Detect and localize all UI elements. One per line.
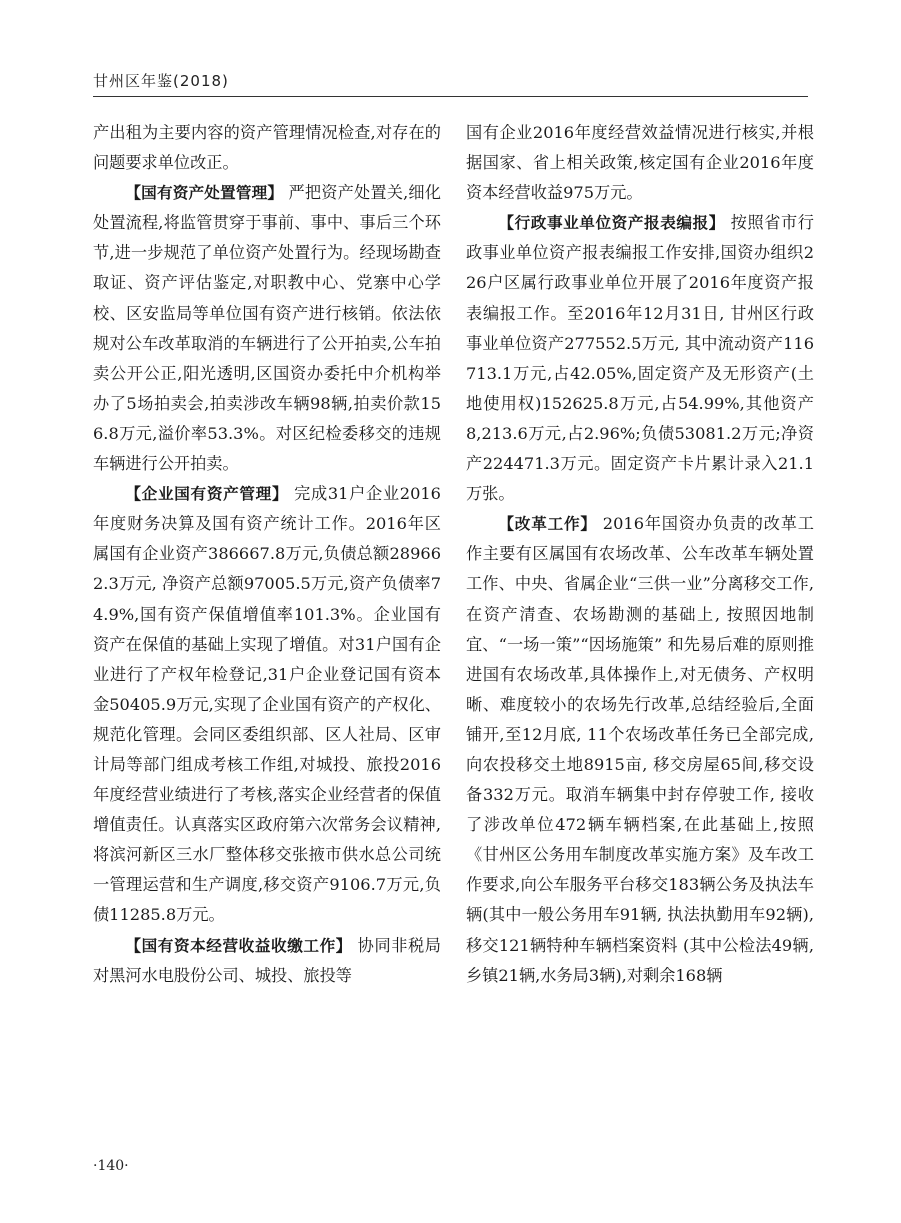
left-column: [93, 118, 441, 991]
right-column: [466, 118, 814, 991]
section-asset-report-compilation: [466, 208, 814, 509]
section-body: 严把资产处置关,细化处置流程,将监管贯穿于事前、事中、事后三个环节,进一步规范了单位资产处置行为。经现场勘查取证、资产评估鉴定,对职教中心、党寨中心学校、区安监局等单位国有资产进行核销。依法依规对公车改革取消的车辆进行了公开拍卖,公车拍卖公开公正,阳光透明,区国资办委托中介机构举办了5场拍卖会,拍卖涉改车辆98辆,拍卖价款156.8万元,溢价率53.3%。对区纪检委移交的违规车辆进行公开拍卖。: [93, 183, 441, 474]
left-continuation-paragraph: 产出租为主要内容的资产管理情况检查,对存在的问题要求单位改正。: [93, 123, 441, 173]
running-header: 甘州区年鉴(2018): [93, 72, 229, 90]
page-number: ·140·: [93, 1158, 129, 1174]
header-rule: [93, 96, 808, 97]
section-heading: 【企业国有资产管理】: [125, 485, 289, 504]
section-heading: 【改革工作】: [498, 515, 597, 534]
right-continuation-paragraph: 国有企业2016年度经营效益情况进行核实,并根据国家、省上相关政策,核定国有企业2016年度资本经营收益975万元。: [466, 123, 814, 203]
section-heading: 【国有资产处置管理】: [125, 184, 284, 203]
section-heading: 【国有资本经营收益收缴工作】: [125, 936, 352, 955]
section-state-asset-disposal: [93, 178, 441, 479]
section-body: 协同非税局对黑河水电股份公司、城投、旅投等: [93, 935, 441, 985]
section-body: 完成31户企业2016年度财务决算及国有资产统计工作。2016年区属国有企业资产386667.8万元,负债总额289662.3万元, 净资产总额97005.5万元,资产负债率74.9%,国有资产保值增值率101.3%。企业国有资产在保值的基础上实现了增值。对31户国有企业进行了产权年检登记,31户企业登记国有资本金50405.9万元,实现了企业国有资产的产权化、规范化管理。会同区委组织部、区人社局、区审计局等部门组成考核工作组,对城投、旅投2016年度经营业绩进行了考核,落实企业经营者的保值增值责任。认真落实区政府第六次常务会议精神,将滨河新区三水厂整体移交张掖市供水总公司统一管理运营和生产调度,移交资产9106.7万元,负债11285.8万元。: [93, 484, 441, 925]
section-body: 2016年国资办负责的改革工作主要有区属国有农场改革、公车改革车辆处置工作、中央、省属企业“三供一业”分离移交工作,在资产清查、农场勘测的基础上, 按照因地制宜、“一场一策”“因场施策” 和先易后难的原则推进国有农场改革,具体操作上,对无债务、产权明晰、难度较小的农场先行改革,总结经验后,全面铺开,至12月底, 11个农场改革任务已全部完成,向农投移交土地8915亩, 移交房屋65间,移交设备332万元。取消车辆集中封存停驶工作, 接收了涉改单位472辆车辆档案,在此基础上,按照《甘州区公务用车制度改革实施方案》及车改工作要求,向公车服务平台移交183辆公务及执法车辆(其中一般公务用车91辆, 执法执勤用车92辆), 移交121辆特种车辆档案资料 (其中公检法49辆,乡镇21辆,水务局3辆),对剩余168辆: [466, 514, 814, 985]
section-enterprise-asset-management: [93, 479, 441, 930]
section-reform-work: [466, 509, 814, 991]
section-heading: 【行政事业单位资产报表编报】: [498, 214, 725, 233]
section-body: 按照省市行政事业单位资产报表编报工作安排,国资办组织226户区属行政事业单位开展了2016年度资产报表编报工作。至2016年12月31日, 甘州区行政事业单位资产277552.5万元, 其中流动资产116713.1万元,占42.05%,固定资产及无形资产(土地使用权)152625.8万元,占54.99%,其他资产8,213.6万元,占2.96%;负债53081.2万元;净资产224471.3万元。固定资产卡片累计录入21.1万张。: [466, 213, 814, 504]
section-capital-income-collection: [93, 931, 441, 991]
